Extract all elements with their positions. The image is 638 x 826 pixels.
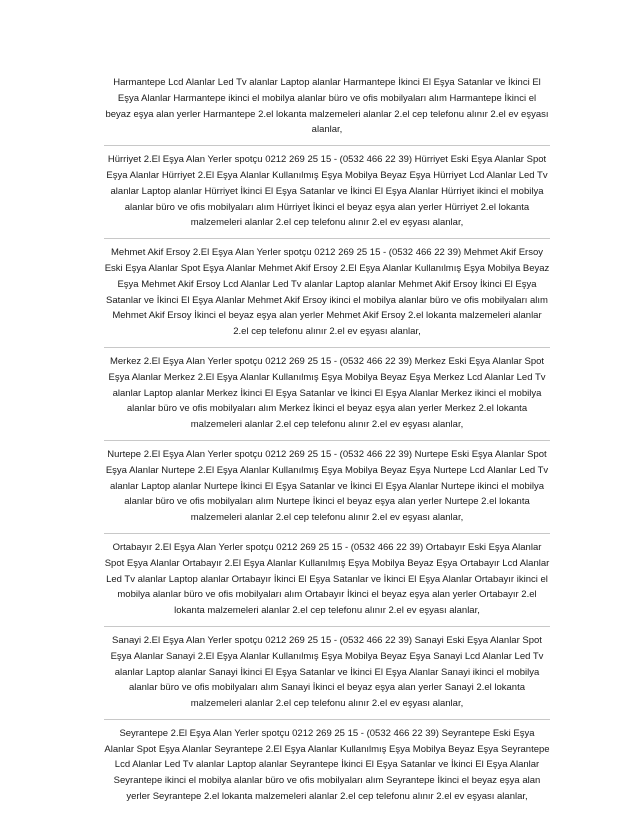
paragraph-hurriyet: Hürriyet 2.El Eşya Alan Yerler spotçu 0212 269 25 15 - (0532 466 22 39) Hürriyet Eski Eşya Alanlar Spot Eşya Alanlar Hürriyet 2.El Eşya Alanlar Kullanılmış Eşya Mobilya Beyaz Eşya Hürriyet Lcd Alanlar Led Tv alanlar Laptop alanlar Hürriyet İkinci El Eşya Satanlar ve İkinci El Eşya Alanlar Hürriyet ikinci el mobilya alanlar büro ve ofis mobilyaları alım Hürriyet İkinci el beyaz eşya alan yerler Hürriyet 2.el lokanta malzemeleri alanlar 2.el cep telefonu alınır 2.el ev eşyası alanlar, [104, 152, 550, 239]
paragraph-merkez: Merkez 2.El Eşya Alan Yerler spotçu 0212 269 25 15 - (0532 466 22 39) Merkez Eski Eşya Alanlar Spot Eşya Alanlar Merkez 2.El Eşya Alanlar Kullanılmış Eşya Mobilya Beyaz Eşya Merkez Lcd Alanlar Led Tv alanlar Laptop alanlar Merkez İkinci El Eşya Satanlar ve İkinci El Eşya Alanlar Merkez ikinci el mobilya alanlar büro ve ofis mobilyaları alım Merkez İkinci el beyaz eşya alan yerler Merkez 2.el lokanta malzemeleri alanlar 2.el cep telefonu alınır 2.el ev eşyası alanlar, [104, 354, 550, 441]
paragraph-nurtepe: Nurtepe 2.El Eşya Alan Yerler spotçu 0212 269 25 15 - (0532 466 22 39) Nurtepe Eski Eşya Alanlar Spot Eşya Alanlar Nurtepe 2.El Eşya Alanlar Kullanılmış Eşya Mobilya Beyaz Eşya Nurtepe Lcd Alanlar Led Tv alanlar Laptop alanlar Nurtepe İkinci El Eşya Satanlar ve İkinci El Eşya Alanlar Nurtepe ikinci el mobilya alanlar büro ve ofis mobilyaları alım Nurtepe İkinci el beyaz eşya alan yerler Nurtepe 2.el lokanta malzemeleri alanlar 2.el cep telefonu alınır 2.el ev eşyası alanlar, [104, 447, 550, 534]
paragraph-ortabayir: Ortabayır 2.El Eşya Alan Yerler spotçu 0212 269 25 15 - (0532 466 22 39) Ortabayır Eski Eşya Alanlar Spot Eşya Alanlar Ortabayır 2.El Eşya Alanlar Kullanılmış Eşya Mobilya Beyaz Eşya Ortabayır Lcd Alanlar Led Tv alanlar Laptop alanlar Ortabayır İkinci El Eşya Satanlar ve İkinci El Eşya Alanlar Ortabayır ikinci el mobilya alanlar büro ve ofis mobilyaları alım Ortabayır İkinci el beyaz eşya alan yerler Ortabayır 2.el lokanta malzemeleri alanlar 2.el cep telefonu alınır 2.el ev eşyası alanlar, [104, 540, 550, 627]
document-body [104, 75, 550, 812]
paragraph-seyrantepe: Seyrantepe 2.El Eşya Alan Yerler spotçu 0212 269 25 15 - (0532 466 22 39) Seyrantepe Eski Eşya Alanlar Spot Eşya Alanlar Seyrantepe 2.El Eşya Alanlar Kullanılmış Eşya Mobilya Beyaz Eşya Seyrantepe Lcd Alanlar Led Tv alanlar Laptop alanlar Seyrantepe İkinci El Eşya Satanlar ve İkinci El Eşya Alanlar Seyrantepe ikinci el mobilya alanlar büro ve ofis mobilyaları alım Seyrantepe İkinci el beyaz eşya alan yerler Seyrantepe 2.el lokanta malzemeleri alanlar 2.el cep telefonu alınır 2.el ev eşyası alanlar, [104, 727, 550, 803]
paragraph-mehmet-akif-ersoy: Mehmet Akif Ersoy 2.El Eşya Alan Yerler spotçu 0212 269 25 15 - (0532 466 22 39) Mehmet Akif Ersoy Eski Eşya Alanlar Spot Eşya Alanlar Mehmet Akif Ersoy 2.El Eşya Alanlar Kullanılmış Eşya Mobilya Beyaz Eşya Mehmet Akif Ersoy Lcd Alanlar Led Tv alanlar Laptop alanlar Mehmet Akif Ersoy İkinci El Eşya Satanlar ve İkinci El Eşya Alanlar Mehmet Akif Ersoy ikinci el mobilya alanlar büro ve ofis mobilyaları alım Mehmet Akif Ersoy İkinci el beyaz eşya alan yerler Mehmet Akif Ersoy 2.el lokanta malzemeleri alanlar 2.el cep telefonu alınır 2.el ev eşyası alanlar, [104, 245, 550, 348]
paragraph-sanayi: Sanayi 2.El Eşya Alan Yerler spotçu 0212 269 25 15 - (0532 466 22 39) Sanayi Eski Eşya Alanlar Spot Eşya Alanlar Sanayi 2.El Eşya Alanlar Kullanılmış Eşya Mobilya Beyaz Eşya Sanayi Lcd Alanlar Led Tv alanlar Laptop alanlar Sanayi İkinci El Eşya Satanlar ve İkinci El Eşya Alanlar Sanayi ikinci el mobilya alanlar büro ve ofis mobilyaları alım Sanayi İkinci el beyaz eşya alan yerler Sanayi 2.el lokanta malzemeleri alanlar 2.el cep telefonu alınır 2.el ev eşyası alanlar, [104, 633, 550, 720]
paragraph-harmantepe: Harmantepe Lcd Alanlar Led Tv alanlar Laptop alanlar Harmantepe İkinci El Eşya Satanlar ve İkinci El Eşya Alanlar Harmantepe ikinci el mobilya alanlar büro ve ofis mobilyaları alım Harmantepe İkinci el beyaz eşya alan yerler Harmantepe 2.el lokanta malzemeleri alanlar 2.el cep telefonu alınır 2.el ev eşyası alanlar, [104, 75, 550, 146]
